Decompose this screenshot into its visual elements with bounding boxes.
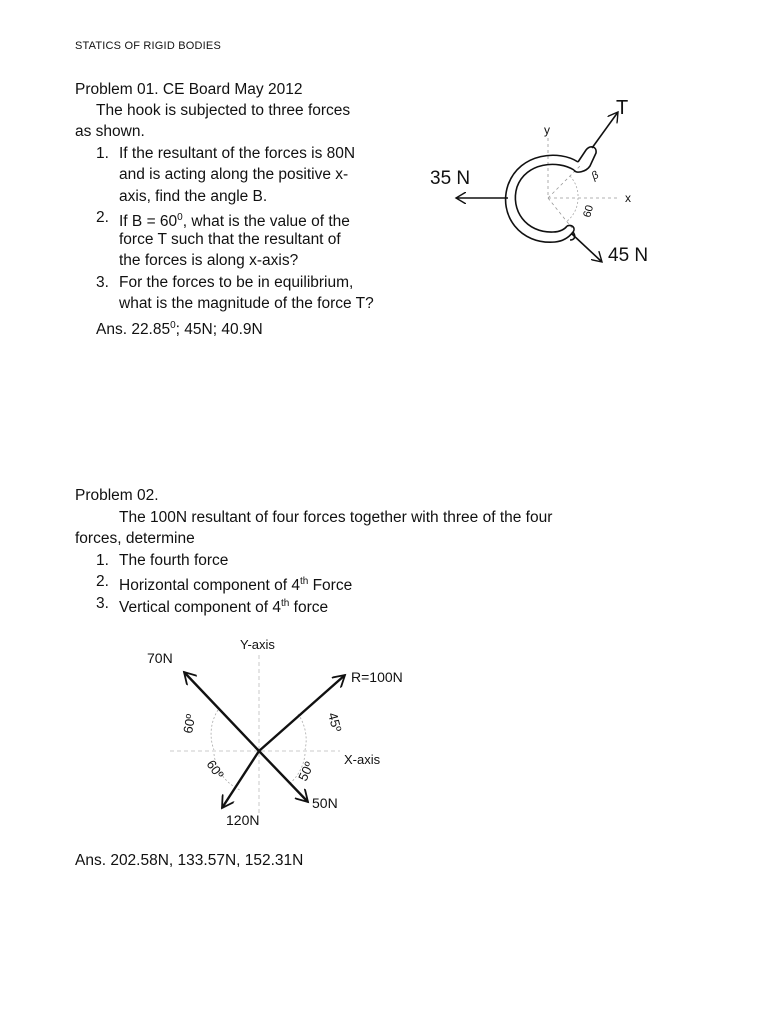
- problem2-item1-number: 1.: [96, 552, 109, 569]
- label-angle-60: 60: [581, 203, 597, 219]
- answer1-post: ; 45N; 40.9N: [175, 321, 263, 339]
- beta-arc: [570, 176, 578, 198]
- answer1-pre: Ans. 22.85: [96, 321, 171, 339]
- label-x: x: [625, 191, 631, 205]
- label-120n: 120N: [226, 812, 260, 828]
- label-y-axis: Y-axis: [240, 637, 275, 652]
- label-angle-60-top: 60º: [180, 712, 199, 735]
- problem1-item2-number: 2.: [96, 209, 109, 226]
- hook-45-line: [548, 198, 572, 228]
- force-45n-arrow: [572, 234, 602, 262]
- label-70n: 70N: [147, 650, 173, 666]
- hook-t-line: [548, 164, 582, 198]
- item2-sup: th: [299, 576, 309, 587]
- label-45n: 45 N: [608, 245, 649, 266]
- problem2-answer: Ans. 202.58N, 133.57N, 152.31N: [75, 852, 304, 869]
- label-t: T: [616, 97, 629, 119]
- problem2-item3-number: 3.: [96, 595, 109, 612]
- problem2-item3-text: [119, 593, 328, 619]
- label-x-axis: X-axis: [344, 752, 381, 767]
- problem1-intro-line1: The hook is subjected to three forces: [96, 102, 351, 119]
- item3-sup: th: [281, 598, 290, 609]
- label-y: y: [544, 123, 550, 137]
- forces-figure: [130, 630, 450, 830]
- problem1-title: Problem 01. CE Board May 2012: [75, 81, 303, 98]
- item3-post: force: [289, 599, 329, 617]
- hook-outer: [506, 155, 578, 242]
- label-r100n: R=100N: [351, 669, 403, 685]
- problem1-intro-line2: as shown.: [75, 123, 145, 140]
- problem1-item2-line3: the forces is along x-axis?: [119, 252, 299, 269]
- label-angle-50: 50º: [295, 759, 317, 784]
- force-120n-arrow: [222, 751, 259, 808]
- problem1-item1-line3: axis, find the angle B.: [119, 188, 268, 205]
- problem1-item2-line2: force T such that the resultant of: [119, 231, 341, 248]
- problem1-item3-number: 3.: [96, 274, 109, 291]
- problem1-item3-line2: what is the magnitude of the force T?: [119, 295, 374, 312]
- force-t-arrow: [592, 112, 618, 148]
- label-angle-60-bottom: 60º: [203, 757, 227, 782]
- sixty-arc: [566, 198, 578, 222]
- label-35n: 35 N: [430, 168, 471, 189]
- item2-degree-sup: 0: [177, 212, 183, 223]
- arc-60-top: [211, 710, 218, 750]
- item2-post: Force: [308, 577, 353, 595]
- item2-text-pre: If B = 60: [119, 213, 178, 231]
- item3-pre: Vertical component of 4: [119, 599, 281, 617]
- label-50n: 50N: [312, 795, 338, 811]
- problem2-intro-line1: The 100N resultant of four forces together with three of the four: [119, 509, 553, 526]
- problem1-item1-line2: and is acting along the positive x-: [119, 166, 349, 183]
- problem2-intro-line2: forces, determine: [75, 530, 195, 547]
- page-header: STATICS OF RIGID BODIES: [75, 40, 221, 52]
- problem2-item2-number: 2.: [96, 573, 109, 590]
- hook-inner: [515, 164, 574, 232]
- answer1-degree-sup: 0: [170, 320, 176, 331]
- force-70n-arrow: [184, 672, 259, 751]
- item2-pre: Horizontal component of 4: [119, 577, 300, 595]
- problem2-item1-text: The fourth force: [119, 552, 229, 569]
- hook-top-end: [574, 147, 596, 172]
- problem2-title: Problem 02.: [75, 487, 159, 504]
- label-beta: β: [589, 169, 601, 183]
- problem1-answer: [96, 315, 263, 341]
- problem1-item1-line1: If the resultant of the forces is 80N: [119, 145, 356, 162]
- item2-text-post: , what is the value of the: [182, 213, 350, 231]
- label-angle-45: 45º: [325, 710, 345, 734]
- problem1-item1-number: 1.: [96, 145, 109, 162]
- arc-45: [298, 714, 306, 750]
- hook-figure: [420, 90, 700, 280]
- problem1-item3-line1: For the forces to be in equilibrium,: [119, 274, 354, 291]
